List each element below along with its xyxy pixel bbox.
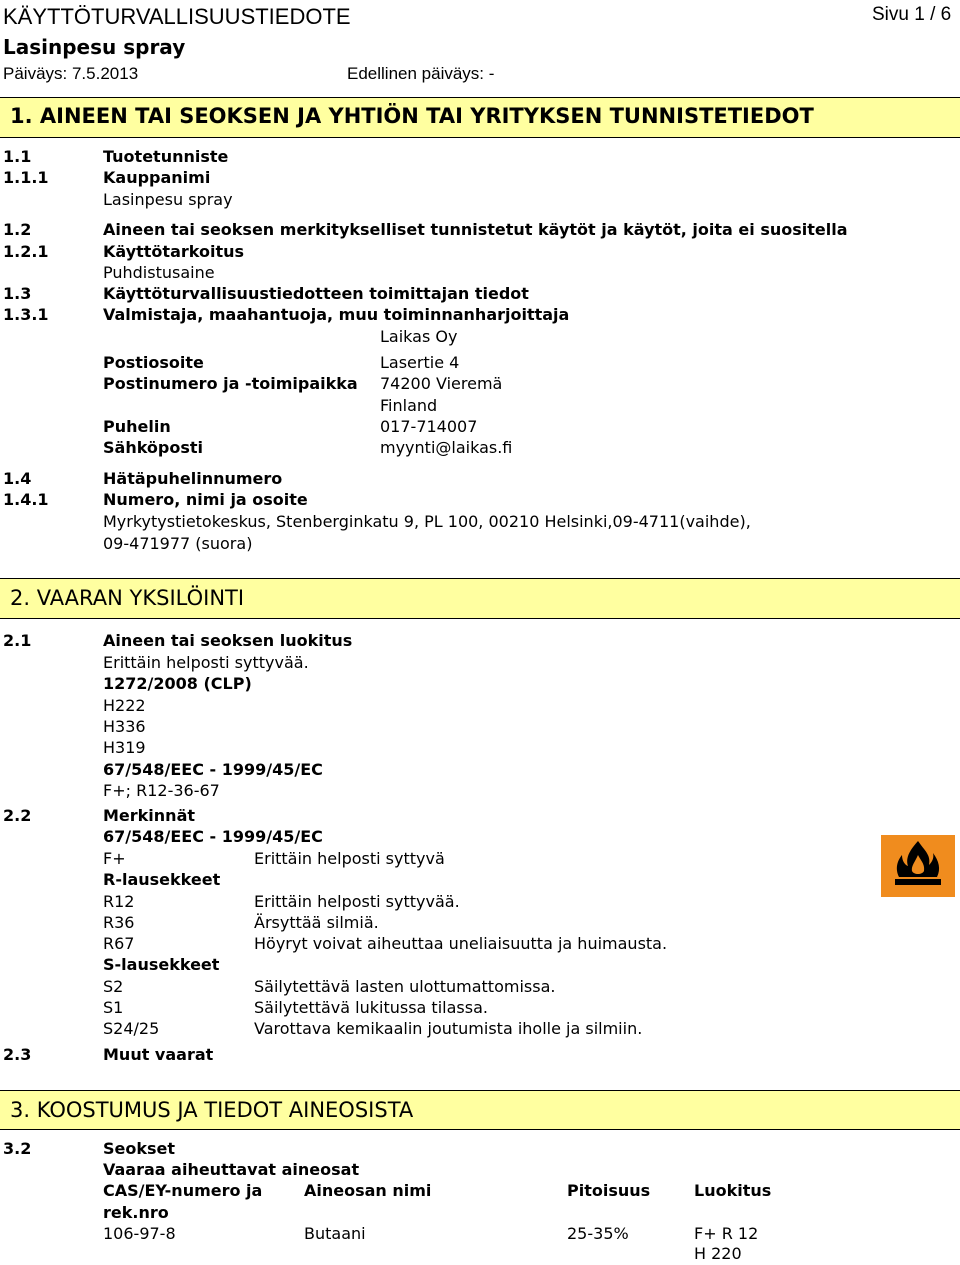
emergency-line-1: Myrkytystietokeskus, Stenberginkatu 9, PL 100, 00210 Helsinki,09-4711(vaihde), bbox=[103, 512, 751, 531]
col-header-cas-2: rek.nro bbox=[103, 1203, 169, 1222]
page-number: Sivu 1 / 6 bbox=[872, 4, 952, 25]
r-phrases-title: R-lausekkeet bbox=[103, 870, 221, 889]
s-phrase-text: Säilytettävä lasten ulottumattomissa. bbox=[254, 977, 556, 996]
address-value: Lasertie 4 bbox=[380, 353, 460, 372]
emergency-line-2: 09-471977 (suora) bbox=[103, 534, 253, 553]
row-cas: 106-97-8 bbox=[103, 1224, 176, 1243]
num-1-4: 1.4 bbox=[3, 469, 32, 488]
r-phrase-code: R36 bbox=[103, 913, 135, 932]
heading-1-4: Hätäpuhelinnumero bbox=[103, 469, 283, 488]
num-1-1: 1.1 bbox=[3, 147, 32, 166]
heading-2-1: Aineen tai seoksen luokitus bbox=[103, 631, 353, 650]
s-phrases-title: S-lausekkeet bbox=[103, 955, 220, 974]
num-1-3: 1.3 bbox=[3, 284, 32, 303]
num-3-2: 3.2 bbox=[3, 1139, 32, 1158]
s-phrase-code: S24/25 bbox=[103, 1019, 160, 1038]
date: Päiväys: 7.5.2013 bbox=[3, 64, 139, 83]
num-2-3: 2.3 bbox=[3, 1045, 32, 1064]
heading-2-3: Muut vaarat bbox=[103, 1045, 214, 1064]
s-phrase-text: Varottava kemikaalin joutumista iholle ja silmiin. bbox=[254, 1019, 643, 1038]
s-phrase-text: Säilytettävä lukitussa tilassa. bbox=[254, 998, 488, 1017]
r-phrase-code: R12 bbox=[103, 892, 135, 911]
col-header-name: Aineosan nimi bbox=[304, 1181, 432, 1200]
row-classification-1: F+ R 12 bbox=[694, 1224, 759, 1243]
symbol-code: F+ bbox=[103, 849, 126, 868]
postcode-label: Postinumero ja -toimipaikka bbox=[103, 374, 358, 393]
email-label: Sähköposti bbox=[103, 438, 204, 457]
s-phrase-code: S2 bbox=[103, 977, 124, 996]
col-header-concentration: Pitoisuus bbox=[567, 1181, 651, 1200]
section-2-title: 2. VAARAN YKSILÖINTI bbox=[10, 586, 245, 610]
heading-1-3-1: Valmistaja, maahantuoja, muu toiminnanharjoittaja bbox=[103, 305, 570, 324]
directive-label: 67/548/EEC - 1999/45/EC bbox=[103, 760, 323, 779]
trade-name: Lasinpesu spray bbox=[103, 190, 233, 209]
flame-icon bbox=[881, 835, 955, 897]
num-1-2-1: 1.2.1 bbox=[3, 242, 49, 261]
num-1-4-1: 1.4.1 bbox=[3, 490, 49, 509]
num-2-2: 2.2 bbox=[3, 806, 32, 825]
phone-label: Puhelin bbox=[103, 417, 171, 436]
r-phrase-text: Erittäin helposti syttyvää. bbox=[254, 892, 460, 911]
postcode-value: 74200 Vieremä bbox=[380, 374, 503, 393]
product-name: Lasinpesu spray bbox=[3, 35, 186, 59]
heading-1-3: Käyttöturvallisuustiedotteen toimittajan tiedot bbox=[103, 284, 529, 303]
symbol-text: Erittäin helposti syttyvä bbox=[254, 849, 445, 868]
directive-label-2: 67/548/EEC - 1999/45/EC bbox=[103, 827, 323, 846]
r-phrase-text: Höyryt voivat aiheuttaa uneliaisuutta ja huimausta. bbox=[254, 934, 668, 953]
section-1-title: 1. AINEEN TAI SEOKSEN JA YHTIÖN TAI YRITYKSEN TUNNISTETIEDOT bbox=[10, 104, 814, 128]
hazardous-components-title: Vaaraa aiheuttavat aineosat bbox=[103, 1160, 360, 1179]
row-concentration: 25-35% bbox=[567, 1224, 629, 1243]
num-1-3-1: 1.3.1 bbox=[3, 305, 49, 324]
phone-value: 017-714007 bbox=[380, 417, 478, 436]
h-code-3: H319 bbox=[103, 738, 146, 757]
clp-label: 1272/2008 (CLP) bbox=[103, 674, 252, 693]
col-header-classification: Luokitus bbox=[694, 1181, 772, 1200]
r-phrase-code: R67 bbox=[103, 934, 135, 953]
s-phrase-code: S1 bbox=[103, 998, 124, 1017]
num-1-1-1: 1.1.1 bbox=[3, 168, 49, 187]
num-2-1: 2.1 bbox=[3, 631, 32, 650]
section-3-title: 3. KOOSTUMUS JA TIEDOT AINEOSISTA bbox=[10, 1098, 414, 1122]
heading-3-2: Seokset bbox=[103, 1139, 176, 1158]
h-code-1: H222 bbox=[103, 696, 146, 715]
heading-1-4-1: Numero, nimi ja osoite bbox=[103, 490, 308, 509]
classification-desc: Erittäin helposti syttyvää. bbox=[103, 653, 309, 672]
previous-date: Edellinen päiväys: - bbox=[347, 64, 495, 83]
document-type: KÄYTTÖTURVALLISUUSTIEDOTE bbox=[3, 4, 351, 29]
intended-use: Puhdistusaine bbox=[103, 263, 215, 282]
num-1-2: 1.2 bbox=[3, 220, 32, 239]
heading-1-1-1: Kauppanimi bbox=[103, 168, 211, 187]
heading-1-2: Aineen tai seoksen merkitykselliset tunnistetut käytöt ja käytöt, joita ei suositella bbox=[103, 220, 848, 239]
email-link[interactable]: myynti@laikas.fi bbox=[380, 438, 513, 457]
heading-1-1: Tuotetunniste bbox=[103, 147, 229, 166]
row-name: Butaani bbox=[304, 1224, 366, 1243]
h-code-2: H336 bbox=[103, 717, 146, 736]
col-header-cas: CAS/EY-numero ja bbox=[103, 1181, 263, 1200]
address-label: Postiosoite bbox=[103, 353, 204, 372]
country-value: Finland bbox=[380, 396, 438, 415]
row-classification-2: H 220 bbox=[694, 1244, 742, 1263]
directive-codes: F+; R12-36-67 bbox=[103, 781, 220, 800]
r-phrase-text: Ärsyttää silmiä. bbox=[254, 913, 379, 932]
heading-2-2: Merkinnät bbox=[103, 806, 196, 825]
heading-1-2-1: Käyttötarkoitus bbox=[103, 242, 245, 261]
company-name: Laikas Oy bbox=[380, 327, 458, 346]
